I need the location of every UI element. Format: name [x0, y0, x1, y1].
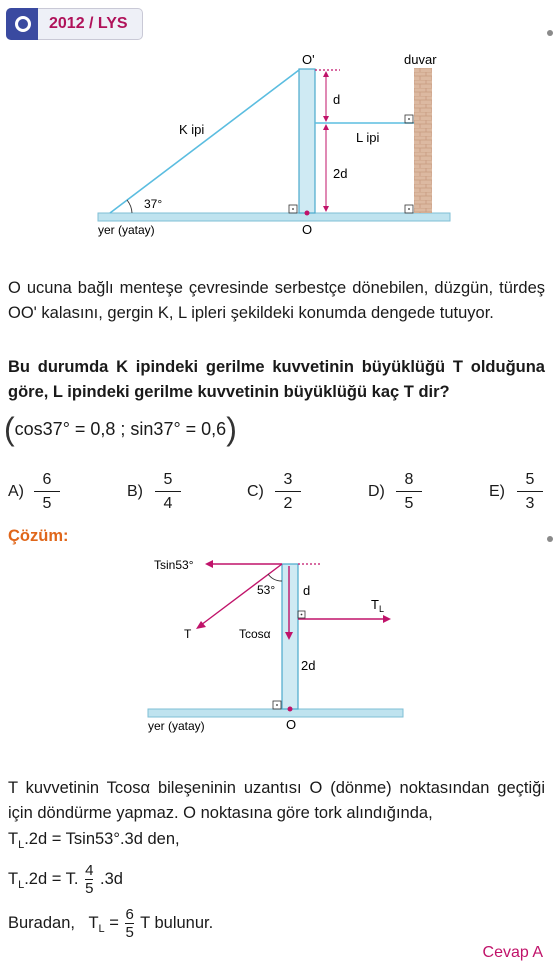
label-angle: 53°: [257, 583, 276, 597]
label-tsin: Tsin53°: [154, 558, 194, 572]
given-values: (cos37° = 0,8 ; sin37° = 0,6): [4, 411, 237, 447]
choice-c[interactable]: C) 3 2: [247, 470, 307, 516]
label-tl: $T_L$: [371, 597, 384, 614]
circle-logo-icon: [6, 8, 38, 40]
arrow-head-icon: [205, 560, 213, 568]
equation-2: $T_L.2d = T$. $\frac{4}{5}$ .3d: [8, 862, 123, 897]
edge-marker-icon: [547, 536, 553, 542]
edge-marker-icon: [547, 30, 553, 36]
label-o: O: [302, 222, 313, 237]
angle-arc: [268, 574, 282, 581]
choice-d[interactable]: D) 8 5: [368, 470, 428, 516]
ground: [148, 709, 403, 717]
angle-arc: [127, 200, 132, 213]
plank: [299, 69, 315, 213]
arrow-head-icon: [383, 615, 391, 623]
arrow-head-icon: [323, 124, 329, 130]
question-intro: O ucuna bağlı menteşe çevresinde serbestçe dönebilen, düzgün, türdeş OO' kalasını, gergin K, L ipleri şekildeki konumda dengede tutuyor.: [8, 279, 545, 322]
label-l-rope: L ipi: [356, 130, 380, 145]
ground: [98, 213, 450, 221]
label-k-rope: K ipi: [179, 122, 205, 137]
label-2d: 2d: [301, 658, 316, 673]
badge-text: 2012 / LYS: [49, 15, 128, 32]
label-d: d: [303, 583, 311, 598]
source-badge: [6, 8, 143, 40]
given-text: cos37° = 0,8 ; sin37° = 0,6: [14, 419, 227, 439]
rope-k: [110, 70, 299, 213]
arrow-head-icon: [323, 71, 329, 77]
hinge-point: [305, 211, 310, 216]
label-tcos: Tcosα: [239, 627, 271, 641]
wall: [414, 68, 432, 213]
label-2d: 2d: [333, 166, 348, 181]
arrow-head-icon: [323, 116, 329, 122]
equation-3: Buradan, $T_L$ = $\frac{6}{5}$ T bulunur.: [8, 906, 214, 941]
choice-e[interactable]: E) 5 3: [489, 470, 549, 516]
figure-2: [0, 548, 553, 758]
label-angle: 37°: [144, 197, 163, 211]
question-prompt: Bu durumda K ipindeki gerilme kuvvetinin büyüklüğü T olduğuna göre, L ipindeki gerilme kuvvetinin büyüklüğü kaç T dir?: [8, 358, 545, 401]
solution-title: Çözüm:: [8, 527, 69, 545]
arrow-head-icon: [323, 206, 329, 212]
hinge-point: [288, 707, 293, 712]
label-t: T: [184, 627, 192, 641]
label-wall: duvar: [404, 52, 437, 67]
label-ground: yer (yatay): [148, 719, 205, 733]
solution-text: T kuvvetinin Tcosα bileşeninin uzantısı O (dönme) noktasından geçtiği için döndürme yapmaz. O noktasına göre tork alındığında,: [8, 779, 545, 822]
label-o-prime: O': [302, 52, 315, 67]
choice-a[interactable]: A) 6 5: [8, 470, 68, 516]
answer-label: Cevap A: [482, 944, 543, 961]
label-ground: yer (yatay): [98, 223, 155, 237]
figure-1: [0, 48, 553, 248]
label-d: d: [333, 92, 341, 107]
choice-b[interactable]: B) 5 4: [127, 470, 187, 516]
equation-1: $T_L.2d = Tsin53^\circ.3d$ den,: [8, 830, 180, 851]
label-o: O: [286, 717, 297, 732]
